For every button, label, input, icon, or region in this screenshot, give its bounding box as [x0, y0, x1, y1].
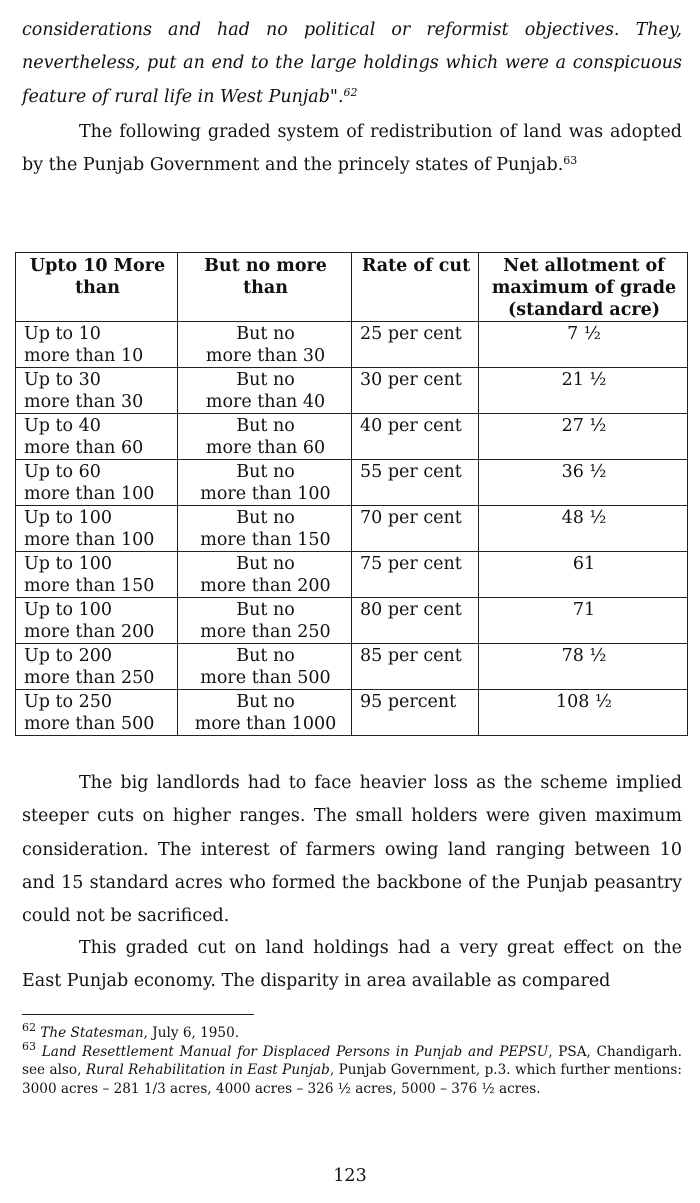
footnotes	[22, 1021, 683, 1098]
cell-range-limit	[178, 644, 352, 690]
cell-rate-of-cut	[352, 598, 479, 644]
cell-upto-text: Up to 250	[24, 692, 113, 712]
cell-upto-text: Up to 200	[24, 646, 113, 666]
table-row	[16, 690, 688, 736]
footnote-63	[22, 1039, 683, 1099]
cell-range-limit	[178, 598, 352, 644]
cell-upto-text: Up to 60	[24, 462, 101, 482]
column-header-net-allotment: Net allotment of maximum of grade (standard acre)	[479, 253, 688, 322]
cell-range-from	[16, 414, 178, 460]
cell-range-from	[16, 460, 178, 506]
cell-upto-text: Up to 30	[24, 370, 101, 390]
cell-more-text: more than 250	[24, 668, 155, 688]
cell-but-no-text: But no	[236, 554, 295, 574]
cell-upto-text: Up to 40	[24, 416, 101, 436]
cell-rate-of-cut	[352, 690, 479, 736]
cell-net-allotment	[479, 414, 688, 460]
cell-but-no-text: But no	[236, 462, 295, 482]
cell-limit-text: more than 100	[200, 484, 331, 504]
cell-net-allotment	[479, 368, 688, 414]
footnote-number: 63	[22, 1039, 36, 1053]
cell-limit-text: more than 30	[205, 346, 326, 366]
cell-range-limit	[178, 322, 352, 368]
cell-range-from	[16, 598, 178, 644]
cell-net-text: 108 ½	[556, 692, 612, 712]
cell-limit-text: more than 500	[200, 668, 331, 688]
table-row	[16, 506, 688, 552]
cell-range-from	[16, 322, 178, 368]
cell-range-limit	[178, 414, 352, 460]
cell-net-text: 36 ½	[561, 462, 607, 482]
footnote-detail: , July 6, 1950.	[143, 1025, 240, 1041]
cell-more-text: more than 30	[24, 392, 144, 412]
cell-range-from	[16, 506, 178, 552]
cell-rate-text: 40 per cent	[360, 416, 462, 436]
cell-net-allotment	[479, 322, 688, 368]
cell-rate-text: 70 per cent	[360, 508, 462, 528]
table-row	[16, 552, 688, 598]
page-number: 123	[333, 1166, 367, 1186]
footnote-source-title-2: Rural Rehabilitation in East Punjab	[85, 1062, 330, 1079]
cell-rate-of-cut	[352, 552, 479, 598]
table-row	[16, 368, 688, 414]
cell-rate-of-cut	[352, 644, 479, 690]
cell-rate-of-cut	[352, 322, 479, 368]
intro-paragraph	[22, 116, 682, 183]
cell-more-text: more than 150	[24, 576, 155, 596]
cell-upto-text: Up to 100	[24, 554, 113, 574]
cell-limit-text: more than 60	[205, 438, 326, 458]
cell-more-text: more than 100	[24, 484, 155, 504]
body-text-economy: This graded cut on land holdings had a very great effect on the East Punjab economy. The disparity in area available as compared	[22, 938, 682, 992]
cell-rate-of-cut	[352, 506, 479, 552]
footnote-divider	[22, 1014, 254, 1015]
cell-upto-text: Up to 100	[24, 508, 113, 528]
column-header-rate: Rate of cut	[352, 253, 479, 322]
column-header-limit: But no more than	[178, 253, 352, 322]
cell-rate-of-cut	[352, 460, 479, 506]
cell-range-from	[16, 690, 178, 736]
footnote-source-title: The Statesman	[40, 1025, 144, 1041]
cell-limit-text: more than 40	[205, 392, 326, 412]
cell-range-from	[16, 368, 178, 414]
cell-range-limit	[178, 506, 352, 552]
intro-text: The following graded system of redistribution of land was adopted by the Punjab Government and the princely states of Punjab.	[22, 122, 682, 176]
column-header-upto: Upto 10 More than	[16, 253, 178, 322]
footnote-detail: , PSA, Chandigarh. see also,	[22, 1043, 683, 1079]
body-text-landlords: The big landlords had to face heavier loss as the scheme implied steeper cuts on higher ranges. The small holders were given maximum consideration. The interest of farmers owing land ranging between 10 and 15 standard acres who formed the backbone of the Punjab peasantry could not be sacrificed.	[22, 773, 682, 927]
cell-more-text: more than 100	[24, 530, 155, 550]
cell-more-text: more than 60	[24, 438, 144, 458]
table-row	[16, 414, 688, 460]
body-paragraph-economy	[22, 932, 682, 999]
cell-but-no-text: But no	[236, 646, 295, 666]
cell-limit-text: more than 150	[200, 530, 331, 550]
cell-limit-text: more than 1000	[194, 714, 337, 734]
cell-but-no-text: But no	[236, 600, 295, 620]
cell-but-no-text: But no	[236, 416, 295, 436]
cell-net-allotment	[479, 506, 688, 552]
footnote-ref-62[interactable]: 62	[343, 85, 358, 99]
cell-but-no-text: But no	[236, 370, 295, 390]
cell-net-text: 61	[572, 554, 596, 574]
table-header-row	[16, 253, 688, 322]
cell-rate-of-cut	[352, 414, 479, 460]
cell-net-allotment	[479, 598, 688, 644]
cell-range-from	[16, 644, 178, 690]
cell-limit-text: more than 250	[200, 622, 331, 642]
cell-range-from	[16, 552, 178, 598]
cell-more-text: more than 200	[24, 622, 155, 642]
cell-range-limit	[178, 552, 352, 598]
cell-net-allotment	[479, 644, 688, 690]
cell-net-text: 21 ½	[561, 370, 607, 390]
table-row	[16, 460, 688, 506]
cell-upto-text: Up to 100	[24, 600, 113, 620]
cell-range-limit	[178, 368, 352, 414]
cell-upto-text: Up to 10	[24, 324, 101, 344]
quote-text: considerations and had no political or reformist objectives. They, nevertheless, put an end to the large holdings which were a conspicuous feature of rural life in West Punjab".	[22, 20, 682, 107]
cell-rate-text: 30 per cent	[360, 370, 462, 390]
cell-more-text: more than 500	[24, 714, 155, 734]
cell-rate-text: 25 per cent	[360, 324, 462, 344]
cell-range-limit	[178, 460, 352, 506]
cell-rate-text: 55 per cent	[360, 462, 462, 482]
footnote-62	[22, 1021, 682, 1043]
cell-net-allotment	[479, 460, 688, 506]
footnote-source-title: Land Resettlement Manual for Displaced Persons in Punjab and PEPSU	[41, 1043, 549, 1060]
cell-net-allotment	[479, 690, 688, 736]
cell-but-no-text: But no	[236, 508, 295, 528]
cell-limit-text: more than 200	[200, 576, 331, 596]
footnote-number: 62	[22, 1021, 36, 1034]
cell-net-allotment	[479, 552, 688, 598]
cell-rate-text: 95 percent	[360, 692, 457, 712]
quote-paragraph	[22, 14, 682, 114]
cell-net-text: 7 ½	[567, 324, 601, 344]
footnote-ref-63[interactable]: 63	[563, 154, 578, 168]
table-row	[16, 598, 688, 644]
cell-range-limit	[178, 690, 352, 736]
cell-rate-text: 80 per cent	[360, 600, 462, 620]
cell-but-no-text: But no	[236, 692, 295, 712]
cell-more-text: more than 10	[24, 346, 144, 366]
table-row	[16, 644, 688, 690]
cell-rate-of-cut	[352, 368, 479, 414]
cell-net-text: 78 ½	[561, 646, 607, 666]
cell-rate-text: 85 per cent	[360, 646, 462, 666]
body-paragraph-landlords	[22, 767, 682, 933]
cell-net-text: 71	[572, 600, 596, 620]
table-row	[16, 322, 688, 368]
footnote-detail-2: , Punjab Government, p.3. which further mentions: 3000 acres – 281 1/3 acres, 4000 acres – 326 ½ acres, 5000 – 376 ½ acres.	[22, 1062, 682, 1097]
cell-net-text: 48 ½	[561, 508, 607, 528]
cell-rate-text: 75 per cent	[360, 554, 462, 574]
land-grade-table	[15, 252, 688, 736]
cell-net-text: 27 ½	[561, 416, 607, 436]
cell-but-no-text: But no	[236, 324, 295, 344]
